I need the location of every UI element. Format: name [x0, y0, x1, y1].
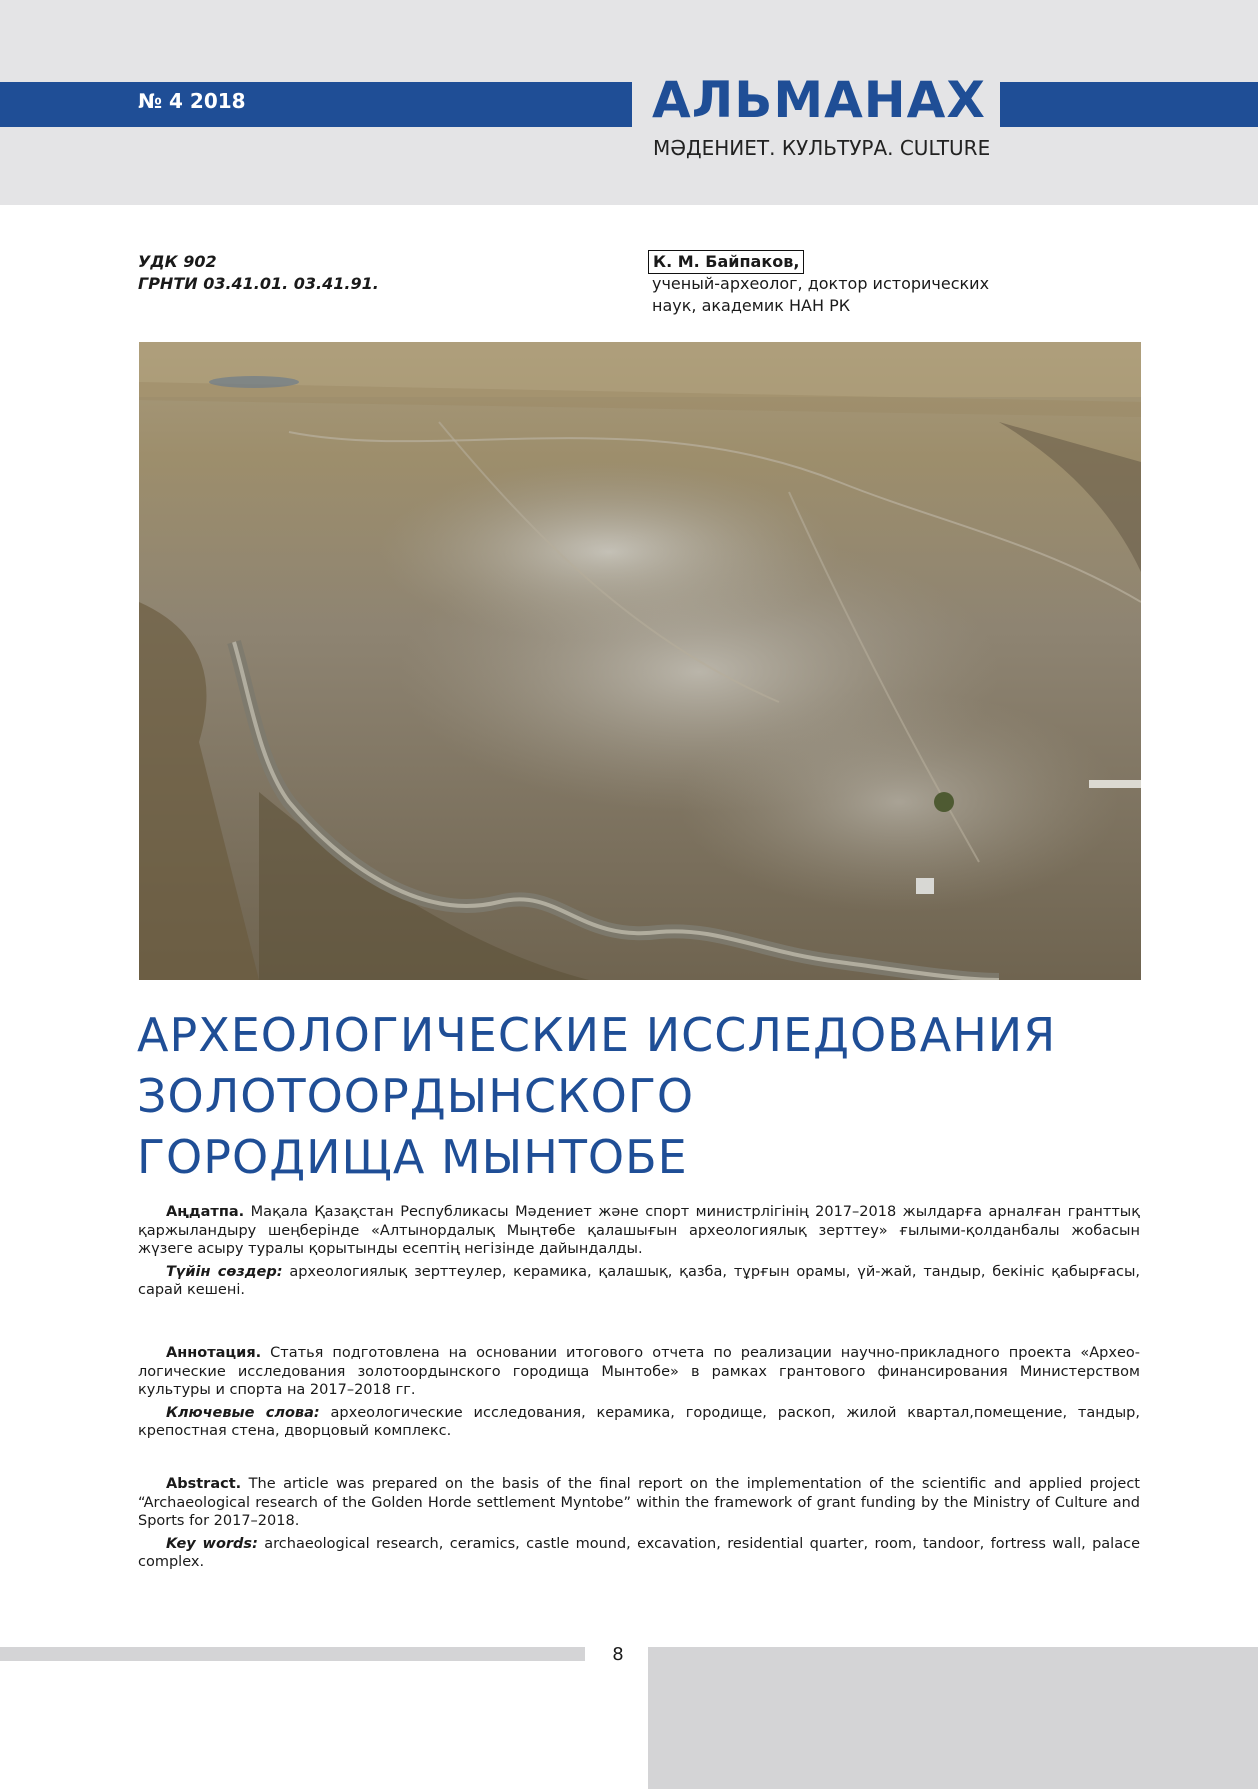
- abstract-text: The article was prepared on the basis of the final report on the implementation of the scientific and applied project “Archaeological research of the Golden Horde settlement Myntobe” within the framework of grant funding by the Ministry of Culture and Sports for 2017–2018.: [138, 1476, 1140, 1529]
- abstract-english: [138, 1475, 1140, 1572]
- title-line: ЗОЛОТООРДЫНСКОГО: [137, 1069, 695, 1123]
- header-bar-left: [0, 82, 632, 127]
- keywords-label: Түйін сөздер:: [166, 1263, 283, 1280]
- abstract-russian: [138, 1344, 1140, 1441]
- aerial-photo: [139, 342, 1141, 980]
- header-bar-right: [1000, 82, 1258, 127]
- author-info: [652, 273, 1012, 317]
- keywords-paragraph: [138, 1263, 1140, 1300]
- title-line: ГОРОДИЩА МЫНТОБЕ: [137, 1130, 688, 1184]
- keywords-label: Ключевые слова:: [166, 1404, 320, 1421]
- footer-block-right: [648, 1647, 1258, 1789]
- title-line: АРХЕОЛОГИЧЕСКИЕ ИССЛЕДОВАНИЯ: [137, 1008, 1057, 1062]
- keywords-text: археологиялық зерттеулер, керамика, қалашық, қазба, тұрғын орамы, үй-жай, тандыр, бекініс қабырғасы, сарай кешені.: [138, 1263, 1141, 1298]
- abstract-paragraph: [138, 1344, 1140, 1400]
- author-info-line: ученый-археолог, доктор исторических: [652, 274, 990, 293]
- keywords-text: archaeological research, ceramics, castle mound, excavation, residential quarter, room, tandoor, fortress wall, palace complex.: [138, 1535, 1140, 1570]
- page-number: 8: [612, 1644, 624, 1665]
- abstract-text: Мақала Қазақстан Республикасы Мәдениет және спорт министрлігінің 2017–2018 жылдарға арналған гранттық қаржыландыру шеңберінде «Алтынордалық Мыңтөбе қалашығын археологиялық зерттеу» ғылыми-қолданбалы жобасын жүзеге асыру туралы қорытынды есептің негізінде дайындалды.: [138, 1204, 1140, 1257]
- abstract-label: Аңдатпа.: [166, 1204, 245, 1220]
- classification-codes: [138, 251, 379, 295]
- almanac-subtitle: МӘДЕНИЕТ. КУЛЬТУРА. CULTURE: [653, 136, 991, 160]
- keywords-text: археологические исследования, керамика, городище, раскоп, жилой квартал,помещение, тандыр, крепостная стена, дворцовый комплекс.: [138, 1404, 1140, 1439]
- keywords-paragraph: [138, 1535, 1140, 1572]
- grnti-code: ГРНТИ 03.41.01. 03.41.91.: [138, 274, 379, 293]
- abstract-paragraph: [138, 1475, 1140, 1531]
- issue-number: № 4 2018: [138, 89, 246, 113]
- abstract-kazakh: [138, 1203, 1140, 1300]
- abstract-label: Аннотация.: [166, 1345, 262, 1361]
- author-info-line: наук, академик НАН РК: [652, 296, 851, 315]
- abstract-paragraph: [138, 1203, 1140, 1259]
- abstract-text: Статья подготовлена на основании итогового отчета по реализации научно-прикладного проекта «Архео-логические исследования золотоордынского городища Мынтобе» в рамках грантового финансирования Министерством культуры и спорта на 2017–2018 гг.: [138, 1345, 1140, 1398]
- udk-code: УДК 902: [138, 252, 217, 271]
- abstract-label: Abstract.: [166, 1476, 242, 1492]
- keywords-label: Key words:: [166, 1535, 258, 1552]
- author-name: К. М. Байпаков,: [648, 250, 804, 274]
- keywords-paragraph: [138, 1404, 1140, 1441]
- article-title: [137, 1005, 1056, 1188]
- footer-bar-left: [0, 1647, 585, 1661]
- almanac-logo: АЛЬМАНАХ: [652, 71, 986, 129]
